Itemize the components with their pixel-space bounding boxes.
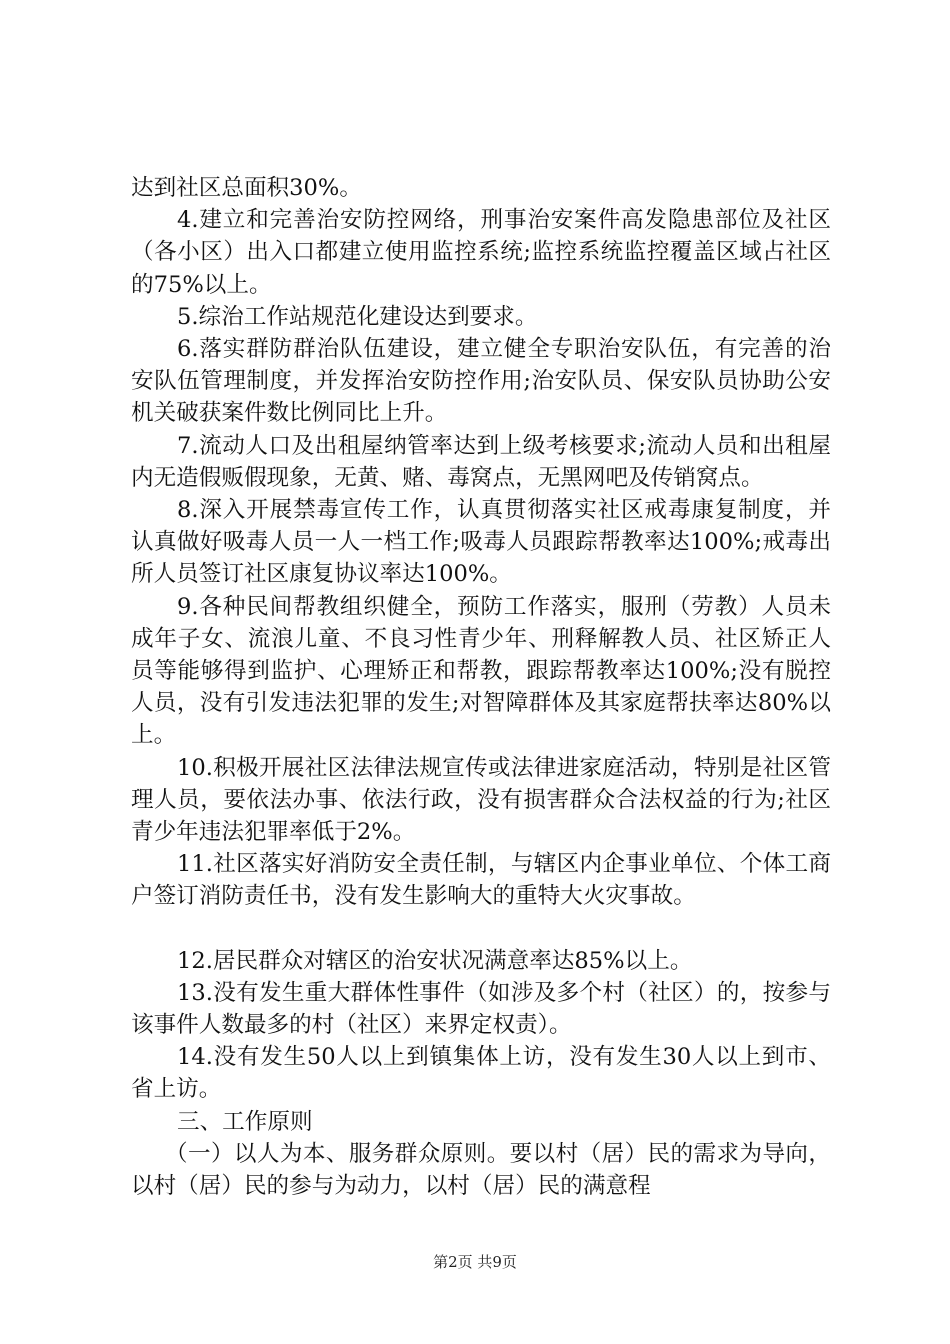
page-footer: 第2页 共9页: [433, 1253, 517, 1271]
paragraph-item-6: 6.落实群防群治队伍建设，建立健全专职治安队伍，有完善的治安队伍管理制度，并发挥治安防控作用;治安队员、保安队员协助公安机关破获案件数比例同比上升。: [131, 336, 831, 427]
paragraph-item-13: 13.没有发生重大群体性事件（如涉及多个村（社区）的，按参与该事件人数最多的村（社区）来界定权责）。: [131, 979, 831, 1039]
paragraph-item-10: 10.积极开展社区法律法规宣传或法律进家庭活动，特别是社区管理人员，要依法办事、依法行政，没有损害群众合法权益的行为;社区青少年违法犯罪率低于2%。: [131, 754, 831, 846]
paragraph-item-14: 14.没有发生50人以上到镇集体上访，没有发生30人以上到市、省上访。: [131, 1044, 831, 1103]
document-body: [131, 172, 831, 1202]
paragraph-item-8: 8.深入开展禁毒宣传工作，认真贯彻落实社区戒毒康复制度，并认真做好吸毒人员一人一档工作;吸毒人员跟踪帮教率达100%;戒毒出所人员签订社区康复协议率达100%。: [131, 497, 831, 588]
paragraph-item-11: 11.社区落实好消防安全责任制，与辖区内企事业单位、个体工商户签订消防责任书，没有发生影响大的重特大火灾事故。: [131, 851, 831, 910]
paragraph-item-5: 5.综治工作站规范化建设达到要求。: [177, 303, 538, 330]
section-heading: 三、工作原则: [177, 1108, 313, 1135]
paragraph-item-12: 12.居民群众对辖区的治安状况满意率达85%以上。: [177, 947, 693, 974]
paragraph-item-4: 4.建立和完善治安防控网络，刑事治安案件高发隐患部位及社区（各小区）出入口都建立使用监控系统;监控系统监控覆盖区域占社区的75%以上。: [131, 207, 831, 298]
paragraph-item-9: 9.各种民间帮教组织健全，预防工作落实，服刑（劳教）人员未成年子女、流浪儿童、不良习性青少年、刑释解教人员、社区矫正人员等能够得到监护、心理矫正和帮教，跟踪帮教率达100%;没有脱控人员，没有引发违法犯罪的发生;对智障群体及其家庭帮扶率达80%以上。: [131, 593, 831, 749]
paragraph-continuation: 达到社区总面积30%。: [131, 175, 362, 201]
paragraph-item-7: 7.流动人口及出租屋纳管率达到上级考核要求;流动人员和出租屋内无造假贩假现象，无黄、赌、毒窝点，无黑网吧及传销窝点。: [131, 432, 831, 491]
paragraph-principle-1: （一）以人为本、服务群众原则。要以村（居）民的需求为导向，以村（居）民的参与为动力，以村（居）民的满意程: [131, 1140, 831, 1200]
paragraph-gap: [131, 913, 831, 945]
